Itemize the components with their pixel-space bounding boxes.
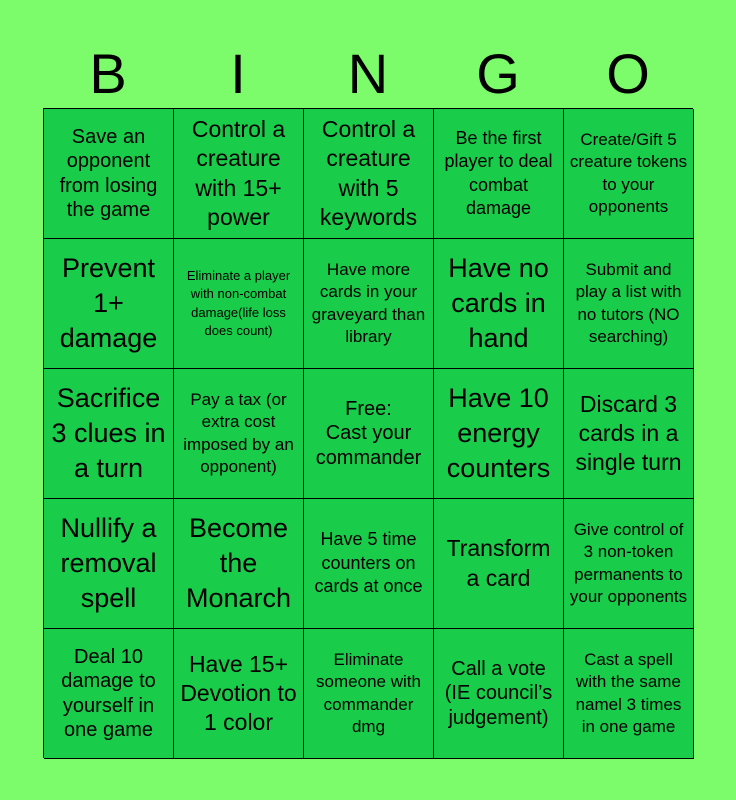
cell-text: Eliminate someone with commander dmg [316,649,421,736]
bingo-cell[interactable] [564,629,694,759]
bingo-cell[interactable] [174,499,304,629]
bingo-cell[interactable] [304,499,434,629]
header-letter-g: G [476,42,520,105]
cell-text: Have 10 energy counters [446,382,551,484]
bingo-cell[interactable] [434,239,564,369]
bingo-cell[interactable] [304,109,434,239]
header-letter-n: N [347,42,389,105]
cell-text: Create/Gift 5 creature tokens to your opponents [569,129,688,216]
bingo-cell[interactable] [44,239,174,369]
bingo-board [43,108,693,758]
bingo-cell[interactable] [564,109,694,239]
cell-text: Submit and play a list with no tutors (NO searching) [575,259,682,346]
bingo-cell[interactable] [434,499,564,629]
cell-text: Have 5 time counters on cards at once [314,529,423,597]
bingo-cell[interactable] [564,369,694,499]
cell-text: Call a vote (IE council’s judgement) [444,657,553,729]
cell-text: Free: Cast your commander [315,397,422,469]
bingo-cell[interactable] [44,109,174,239]
header-letter-b: B [89,42,127,105]
header-letter-i: I [230,42,246,105]
cell-text: Give control of 3 non-token permanents to your opponents [569,519,688,606]
cell-text: Be the first player to deal combat damage [444,127,553,218]
cell-text: Have 15+ Devotion to 1 color [180,650,297,736]
cell-text: Control a creature with 5 keywords [319,116,418,230]
header-letter-o: O [606,42,650,105]
cell-text: Save an opponent from losing the game [59,125,158,221]
bingo-cell[interactable] [174,239,304,369]
cell-text: Have more cards in your graveyard than library [311,259,426,346]
cell-text: Cast a spell with the same namel 3 times in one game [575,649,682,736]
bingo-header [43,40,693,108]
bingo-cell[interactable] [434,109,564,239]
cell-text: Discard 3 cards in a single turn [575,390,682,476]
cell-text: Sacrifice 3 clues in a turn [51,382,166,484]
cell-text: Nullify a removal spell [60,512,157,614]
bingo-cell[interactable] [44,499,174,629]
bingo-cell[interactable] [44,369,174,499]
cell-text: Control a creature with 15+ power [191,116,286,230]
bingo-cell[interactable] [564,499,694,629]
bingo-cell[interactable] [304,239,434,369]
bingo-cell[interactable] [304,369,434,499]
bingo-cell[interactable] [434,369,564,499]
cell-text: Pay a tax (or extra cost imposed by an opponent) [183,389,294,476]
cell-text: Become the Monarch [185,512,292,614]
cell-text: Eliminate a player with non-combat damage(life loss does count) [186,268,291,338]
cell-text: Deal 10 damage to yourself in one game [61,645,156,741]
bingo-cell[interactable] [44,629,174,759]
cell-text: Have no cards in hand [448,252,549,354]
cell-text: Prevent 1+ damage [59,252,158,354]
bingo-cell[interactable] [174,369,304,499]
bingo-cell[interactable] [174,629,304,759]
bingo-cell[interactable] [434,629,564,759]
bingo-cell[interactable] [174,109,304,239]
bingo-cell[interactable] [564,239,694,369]
bingo-cell[interactable] [304,629,434,759]
cell-text: Transform a card [446,535,551,591]
